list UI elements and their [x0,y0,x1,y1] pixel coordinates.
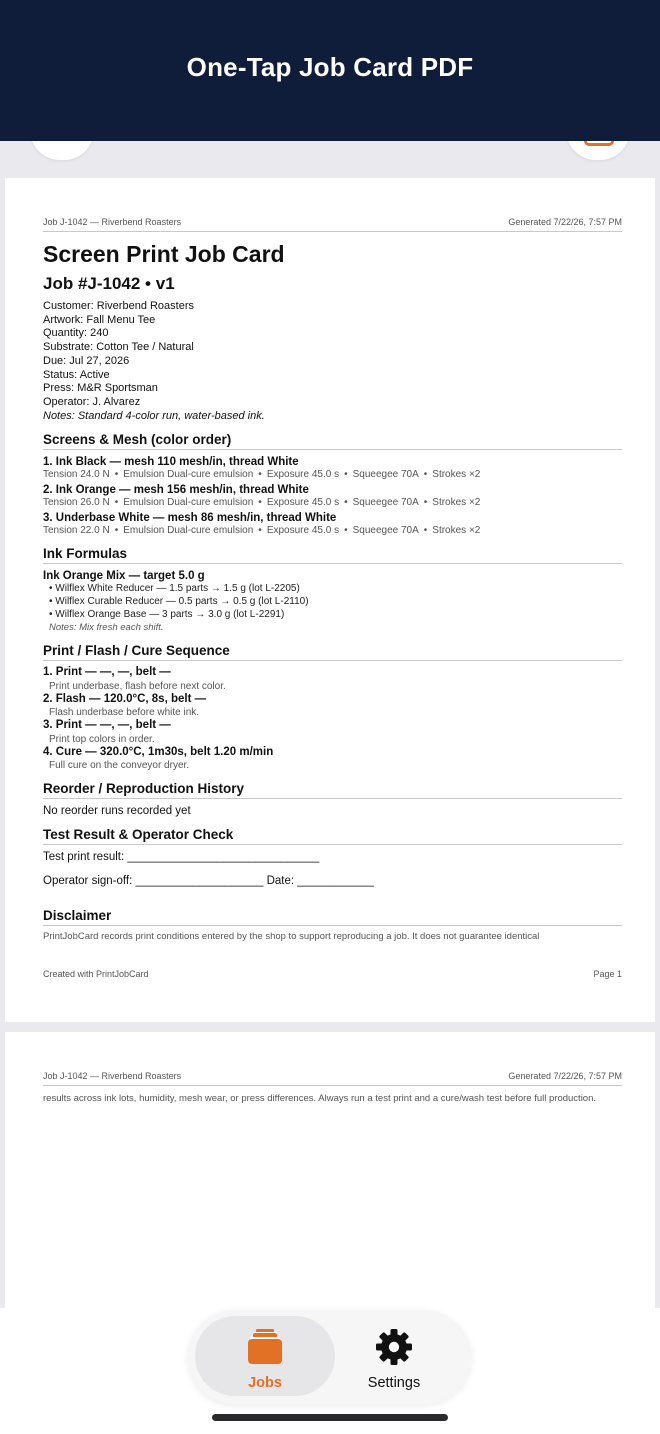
screen-squeegee: Squeegee 70A [352,469,419,481]
formula-notes: Notes: Mix fresh each shift. [49,622,164,634]
screen-details: Tension 22.0 N • Emulsion Dual-cure emulsion • Exposure 45.0 s • Squeegee 70A • Strokes ×2 [43,525,481,537]
tab-jobs-label: Jobs [248,1375,282,1391]
pdf-page-2[interactable] [5,1032,655,1332]
screen-strokes: Strokes ×2 [432,525,481,537]
disclaimer-continued: results across ink lots, humidity, mesh wear, or press differences. Always run a test print and a cure/wash test before full production. [43,1093,597,1104]
sequence-step-desc: Print top colors in order. [49,733,155,745]
formula-component: • Wilflex White Reducer — 1.5 parts → 1.5 g (lot L-2205) [49,583,300,595]
section-heading-formulas: Ink Formulas [43,546,622,564]
screen-details: Tension 24.0 N • Emulsion Dual-cure emulsion • Exposure 45.0 s • Squeegee 70A • Strokes ×2 [43,469,481,481]
sequence-step-desc: Flash underbase before white ink. [49,707,200,719]
sequence-list [43,666,622,772]
tab-settings[interactable] [324,1316,464,1396]
sequence-step: 2. Flash — 120.0°C, 8s, belt — [43,692,207,705]
test-print-line: Test print result: ______________________________ [43,851,320,864]
reorder-text: No reorder runs recorded yet [43,805,191,818]
running-header-right: Generated 7/22/26, 7:57 PM [508,1071,622,1081]
gear-icon [375,1328,413,1366]
screen-emulsion: Emulsion Dual-cure emulsion [123,497,254,509]
screen-emulsion: Emulsion Dual-cure emulsion [123,525,254,537]
screen-strokes: Strokes ×2 [432,469,481,481]
document-title: Screen Print Job Card [43,241,285,267]
footer-credit: Created with PrintJobCard [43,969,149,979]
pdf-page-body [43,1071,622,1105]
detail-press: Press: M&R Sportsman [43,382,158,395]
screen-item [43,455,622,481]
screen-exposure: Exposure 45.0 s [266,525,340,537]
screens-list [43,455,622,537]
section-heading-test: Test Result & Operator Check [43,827,622,845]
tab-settings-label: Settings [367,1375,421,1391]
screen-squeegee: Squeegee 70A [352,497,419,509]
screen-tension: Tension 22.0 N [43,525,110,537]
formula-name: Ink Orange Mix — target 5.0 g [43,570,205,583]
screen-tension: Tension 24.0 N [43,469,110,481]
running-header [43,217,622,232]
stacked-cards-icon [247,1328,283,1364]
detail-notes: Notes: Standard 4-color run, water-based ink. [43,409,265,422]
section-heading-screens: Screens & Mesh (color order) [43,432,622,450]
screen-item [43,483,622,509]
sequence-step: 4. Cure — 320.0°C, 1m30s, belt 1.20 m/min [43,745,274,758]
detail-substrate: Substrate: Cotton Tee / Natural [43,341,194,354]
formula-block [43,569,622,634]
job-details [43,300,622,423]
sequence-step-desc: Full cure on the conveyor dryer. [49,760,190,772]
page-title: One-Tap Job Card PDF [186,52,474,82]
pdf-page-1[interactable] [5,178,655,1022]
detail-quantity: Quantity: 240 [43,327,109,340]
screen-name: 2. Ink Orange — mesh 156 mesh/in, thread White [43,484,309,497]
screen-exposure: Exposure 45.0 s [266,497,340,509]
detail-status: Status: Active [43,368,110,381]
running-header [43,1071,622,1086]
running-header-left: Job J-1042 — Riverbend Roasters [43,1071,182,1081]
running-header-right: Generated 7/22/26, 7:57 PM [508,217,622,227]
formula-component: • Wilflex Orange Base — 3 parts → 3.0 g (lot L-2291) [49,608,285,620]
screen-strokes: Strokes ×2 [432,497,481,509]
disclaimer-text: PrintJobCard records print conditions entered by the shop to support reproducing a job. It does not guarantee identical [43,931,540,943]
screen-name: 1. Ink Black — mesh 110 mesh/in, thread White [43,456,299,469]
screen-emulsion: Emulsion Dual-cure emulsion [123,469,254,481]
sequence-step: 1. Print — —, —, belt — [43,666,171,679]
tab-bar [188,1310,471,1404]
screen-tension: Tension 26.0 N [43,497,110,509]
section-heading-sequence: Print / Flash / Cure Sequence [43,643,622,661]
formula-component: • Wilflex Curable Reducer — 0.5 parts → 0.5 g (lot L-2110) [49,596,309,608]
section-heading-disclaimer: Disclaimer [43,908,622,926]
page-footer [43,969,622,979]
detail-operator: Operator: J. Alvarez [43,395,141,408]
sequence-step-desc: Print underbase, flash before next color. [49,680,226,692]
footer-page-number: Page 1 [593,969,622,979]
screen-squeegee: Squeegee 70A [352,525,419,537]
job-number: Job #J-1042 • v1 [43,274,175,293]
detail-artwork: Artwork: Fall Menu Tee [43,313,156,326]
tab-jobs[interactable] [195,1316,335,1396]
screen-details: Tension 26.0 N • Emulsion Dual-cure emulsion • Exposure 45.0 s • Squeegee 70A • Strokes ×2 [43,497,481,509]
section-heading-reorder: Reorder / Reproduction History [43,781,622,799]
sequence-step: 3. Print — —, —, belt — [43,719,171,732]
app-header [0,0,660,141]
pdf-page-body [43,217,622,943]
detail-customer: Customer: Riverbend Roasters [43,300,195,312]
home-indicator [212,1414,448,1421]
screen-item [43,511,622,537]
detail-due: Due: Jul 27, 2026 [43,354,130,367]
signoff-line: Operator sign-off: ____________________ Date: ____________ [43,875,375,888]
screen-exposure: Exposure 45.0 s [266,469,340,481]
screen-name: 3. Underbase White — mesh 86 mesh/in, thread White [43,512,337,525]
running-header-left: Job J-1042 — Riverbend Roasters [43,217,182,227]
